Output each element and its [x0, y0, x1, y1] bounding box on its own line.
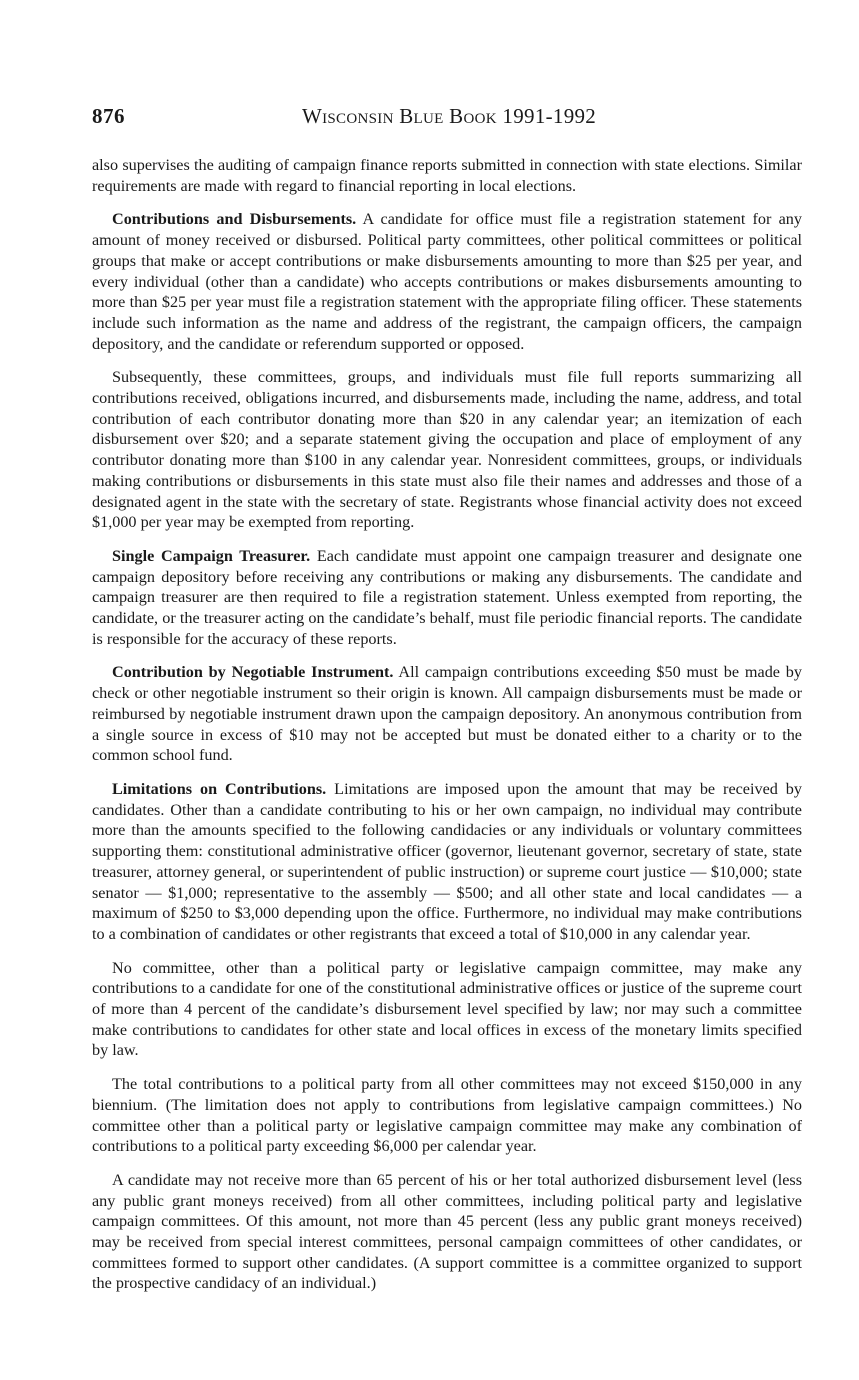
section-heading: Limitations on Contributions. [112, 779, 327, 798]
paragraph-committee-limits [92, 958, 802, 1062]
paragraph-continuation [92, 155, 802, 196]
section-heading: Contributions and Disbursements. [112, 210, 357, 229]
page-number: 876 [92, 104, 125, 128]
paragraph-text: A candidate may not receive more than 65 percent of his or her total authorized disbursement level (less any public grant moneys received) from all other committees, including political party and legislative campaign committees. Of this amount, not more than 45 percent (less any public grant moneys received) may be received from special interest committees, personal campaign committees of other candidates, or committees formed to support other candidates. (A support committee is a committee organized to support the prospective candidacy of an individual.) [92, 1170, 802, 1293]
paragraph-text: Subsequently, these committees, groups, and individuals must file full reports summarizing all contributions received, obligations incurred, and disbursements made, including the name, address, and total contribution of each contributor donating more than $20 in any calendar year; an itemization of each disbursement over $20; and a separate statement giving the occupation and place of employment of any contributor donating more than $100 in any calendar year. Nonresident committees, groups, or individuals making contributions or disbursements in this state must also file their names and addresses and those of a designated agent in the state with the secretary of state. Registrants whose financial activity does not exceed $1,000 per year may be exempted from reporting. [92, 368, 802, 532]
page-header [92, 104, 802, 134]
paragraph-text: The total contributions to a political party from all other committees may not exceed $150,000 in any biennium. (The limitation does not apply to contributions from legislative campaign committees.) No committee other than a political party or legislative campaign committee may make any combination of contributions to a political party exceeding $6,000 per calendar year. [92, 1075, 802, 1156]
section-heading: Single Campaign Treasurer. [112, 546, 311, 565]
paragraph-contributions-and-disbursements [92, 209, 802, 354]
paragraph-limitations-on-contributions [92, 779, 802, 945]
paragraph-negotiable-instrument [92, 662, 802, 766]
body-text [92, 155, 802, 1307]
running-title: Wisconsin Blue Book 1991-1992 [302, 104, 597, 128]
paragraph-text: All campaign contributions exceeding $50 must be made by check or other negotiable instrument so their origin is known. All campaign disbursements must be made or reimbursed by negotiable instrument drawn upon the campaign depository. An anonymous contribution from a single source in excess of $10 may not be accepted but must be donated either to a charity or to the common school fund. [92, 663, 802, 765]
paragraph-text: Limitations are imposed upon the amount that may be received by candidates. Other than a candidate contributing to his or her own campaign, no individual may contribute more than the amounts specified to the following candidacies or any individuals or voluntary committees supporting them: constitutional administrative officer (governor, lieutenant governor, secretary of state, state treasurer, attorney general, or superintendent of public instruction) or supreme court justice — $10,000; state senator — $1,000; representative to the assembly — $500; and all other state and local candidates — a maximum of $250 to $3,000 depending upon the office. Furthermore, no individual may make contributions to a combination of candidates or other registrants that exceed a total of $10,000 in any calendar year. [92, 779, 802, 943]
paragraph-text: No committee, other than a political party or legislative campaign committee, may make any contributions to a candidate for one of the constitutional administrative offices or justice of the supreme court of more than 4 percent of the candidate’s disbursement level specified by law; nor may such a committee make contributions to candidates for other state and local offices in excess of the monetary limits specified by law. [92, 958, 802, 1060]
paragraph-political-party-limits [92, 1074, 802, 1157]
paragraph-text: A candidate for office must file a registration statement for any amount of money received or disbursed. Political party committees, other political committees or political groups that make or accept contributions or make disbursements amounting to more than $25 per year, and every individual (other than a candidate) who accepts contributions or makes disbursements amounting to more than $25 per year must file a registration statement with the appropriate filing officer. These statements include such information as the name and address of the registrant, the campaign officers, the campaign depository, and the candidate or referendum supported or opposed. [92, 210, 802, 353]
paragraph-text: also supervises the auditing of campaign finance reports submitted in connection with state elections. Similar requirements are made with regard to financial reporting in local elections. [92, 156, 802, 195]
paragraph-candidate-receipt-limits [92, 1170, 802, 1294]
paragraph-full-reports [92, 367, 802, 533]
section-heading: Contribution by Negotiable Instrument. [112, 663, 394, 682]
paragraph-single-campaign-treasurer [92, 546, 802, 650]
paragraph-text: Each candidate must appoint one campaign treasurer and designate one campaign depository before receiving any contributions or making any disbursements. The candidate and campaign treasurer are then required to file a registration statement. Unless exempted from reporting, the candidate, or the treasurer acting on the candidate’s behalf, must file periodic financial reports. The candidate is responsible for the accuracy of these reports. [92, 546, 802, 648]
